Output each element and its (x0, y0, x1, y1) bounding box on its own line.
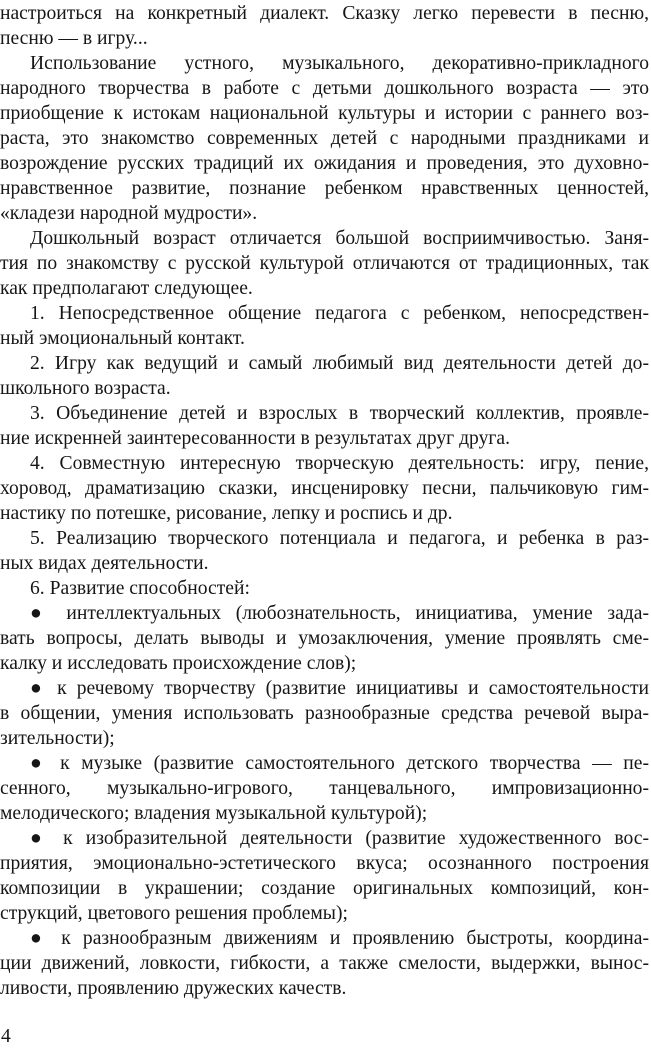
text-line: настику по потешке, рисование, лепку и роспись и др. (0, 503, 453, 524)
text-line: 5. Реализацию творческого потенциала и педагога, и ребенка в раз- (30, 528, 649, 549)
text-line: зительности); (0, 728, 115, 749)
text-line: ● к музыке (развитие самостоятельного детского творчества — пе- (30, 753, 649, 774)
text-line: хоровод, драматизацию сказки, инсценировку песни, пальчиковую гим- (0, 478, 649, 499)
text-line: калку и исследовать происхождение слов); (0, 653, 357, 674)
text-line: сенного, музыкально-игрового, танцевального, импровизационно- (0, 778, 649, 799)
text-line: ● интеллектуальных (любознательность, инициатива, умение зада- (30, 603, 649, 624)
text-line: ние искренней заинтересованности в результатах друг друга. (0, 428, 511, 449)
text-line: «кладези народной мудрости». (0, 203, 258, 224)
text-line: как предполагают следующее. (0, 278, 253, 299)
text-line: Дошкольный возраст отличается большой восприимчивостью. Заня- (30, 228, 649, 249)
text-line: ции движений, ловкости, гибкости, а также смелости, выдержки, вынос- (0, 953, 649, 974)
text-line: раста, это знакомство современных детей с народными праздниками и (0, 128, 649, 149)
text-line: вать вопросы, делать выводы и умозаключения, умение проявлять сме- (0, 628, 649, 649)
text-line: тия по знакомству с русской культурой отличаются от традиционных, так (0, 253, 649, 274)
text-line: настроиться на конкретный диалект. Сказку легко перевести в песню, (0, 3, 649, 24)
text-line: ● к разнообразным движениям и проявлению быстроты, координа- (30, 928, 649, 949)
text-line: 3. Объединение детей и взрослых в творческий коллектив, проявле- (30, 403, 649, 424)
text-line: Использование устного, музыкального, декоративно-прикладного (30, 53, 649, 74)
text-line: возрождение русских традиций их ожидания и проведения, это духовно- (0, 153, 649, 174)
page-number: 4 (1, 1026, 11, 1047)
text-line: нравственное развитие, познание ребенком нравственных ценностей, (0, 178, 649, 199)
text-line: 6. Развитие способностей: (30, 578, 250, 599)
text-line: ● к изобразительной деятельности (развитие художественного вос- (30, 828, 649, 849)
text-line: 4. Совместную интересную творческую деятельность: игру, пение, (30, 453, 649, 474)
text-line: в общении, умения использовать разнообразные средства речевой выра- (0, 703, 649, 724)
text-line: композиции в украшении; создание оригинальных композиций, кон- (0, 878, 649, 899)
text-line: школьного возраста. (0, 378, 171, 399)
text-line: 2. Игру как ведущий и самый любимый вид деятельности детей до- (30, 353, 649, 374)
text-line: народного творчества в работе с детьми дошкольного возраста — это (0, 78, 649, 99)
text-line: 1. Непосредственное общение педагога с ребенком, непосредствен- (30, 303, 649, 324)
text-line: струкций, цветового решения проблемы); (0, 903, 348, 924)
text-line: песню — в игру... (0, 28, 148, 49)
text-line: приобщение к истокам национальной культуры и истории с раннего воз- (0, 103, 649, 124)
text-line: ных видах деятельности. (0, 553, 209, 574)
text-line: ный эмоциональный контакт. (0, 328, 245, 349)
text-line: мелодического; владения музыкальной культурой); (0, 803, 428, 824)
text-line: ливости, проявлению дружеских качеств. (0, 978, 347, 999)
text-line: ● к речевому творчеству (развитие инициативы и самостоятельности (30, 678, 649, 699)
text-line: приятия, эмоционально-эстетического вкуса; осознанного построения (0, 853, 649, 874)
